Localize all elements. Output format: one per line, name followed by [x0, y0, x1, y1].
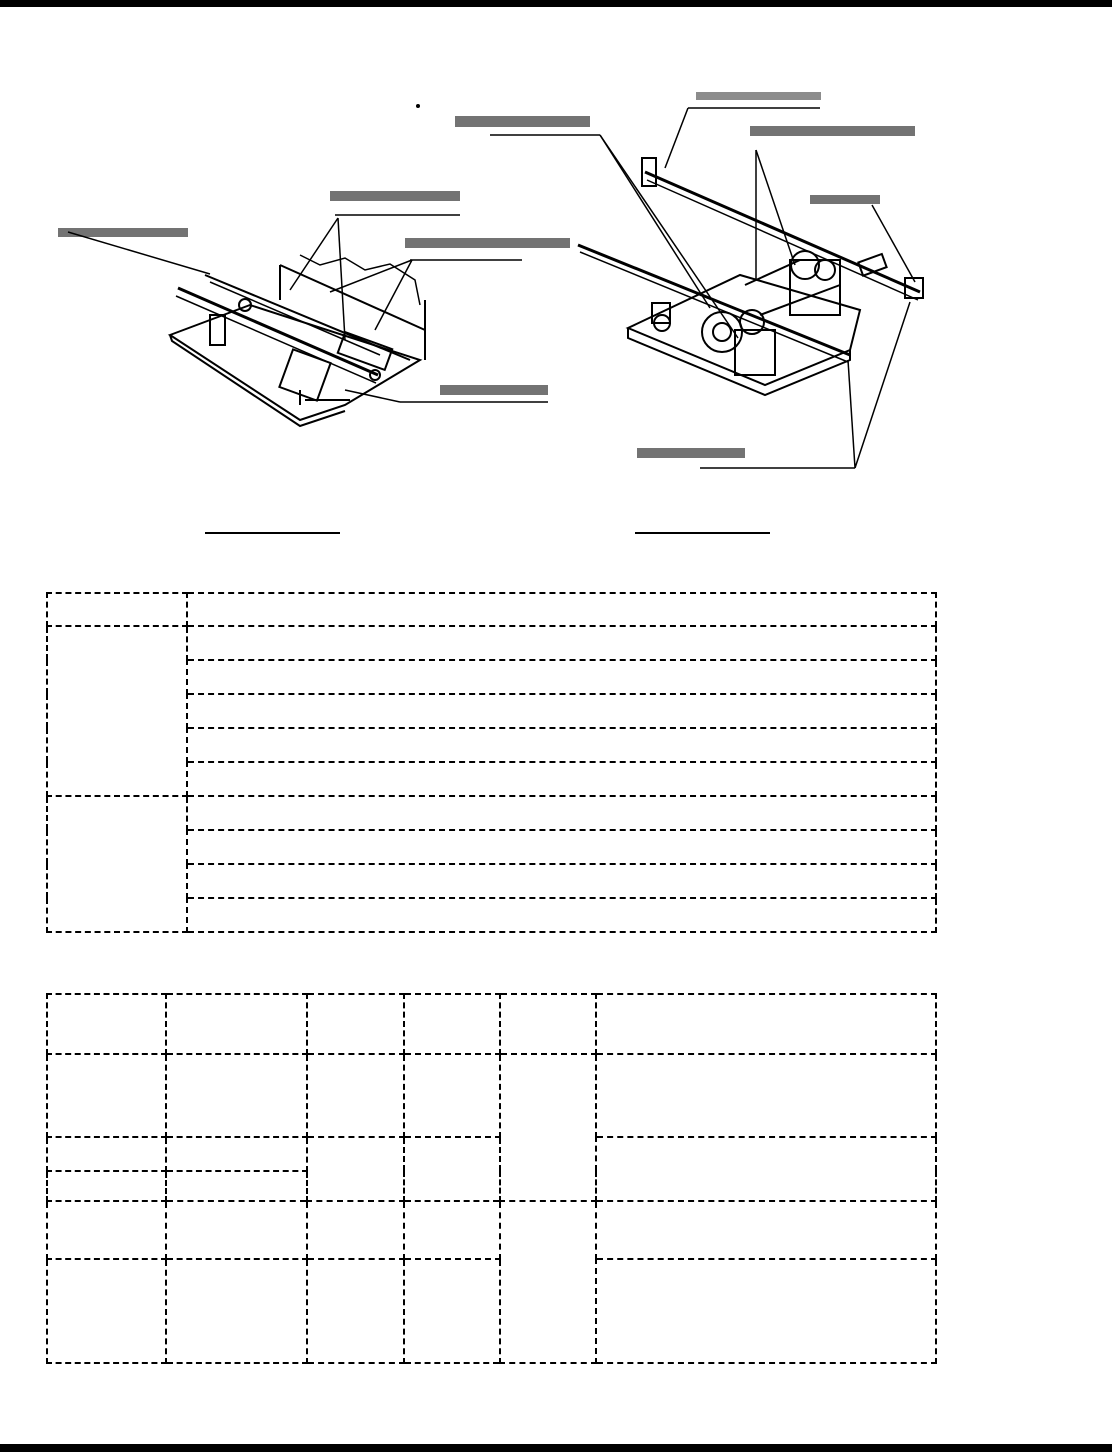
table-row	[47, 994, 936, 1054]
table-row	[47, 1201, 936, 1259]
table-cell	[187, 694, 936, 728]
mechanism-drawing	[0, 60, 1112, 550]
table-cell	[47, 1259, 166, 1363]
table-cell	[596, 1259, 936, 1363]
table-cell	[500, 1054, 596, 1201]
table-row	[47, 626, 936, 660]
table-row	[47, 593, 936, 626]
table-cell	[307, 1054, 404, 1137]
table-cell	[307, 994, 404, 1054]
table-cell	[166, 1201, 307, 1259]
table-cell	[166, 1054, 307, 1137]
table-cell	[187, 593, 936, 626]
bottom-rule	[0, 1444, 1112, 1452]
mechanism-figures	[0, 60, 1112, 550]
table-row	[47, 1054, 936, 1137]
table-cell	[596, 1054, 936, 1137]
table-cell	[596, 994, 936, 1054]
table-cell	[47, 994, 166, 1054]
table-cell	[187, 830, 936, 864]
table-cell	[187, 762, 936, 796]
table-cell	[596, 1137, 936, 1201]
table-cell	[47, 1054, 166, 1137]
left-figure-caption-line	[205, 532, 340, 534]
table-cell	[47, 1137, 166, 1171]
table-cell	[47, 796, 187, 932]
table-cell	[404, 994, 500, 1054]
table-cell	[47, 1171, 166, 1201]
table-cell	[500, 1201, 596, 1363]
table-cell	[596, 1201, 936, 1259]
table-cell	[47, 593, 187, 626]
table-cell	[404, 1137, 500, 1201]
table-cell	[500, 994, 596, 1054]
table-cell	[187, 796, 936, 830]
table-cell	[166, 1259, 307, 1363]
table-cell	[404, 1259, 500, 1363]
table-row	[47, 1259, 936, 1363]
table-cell	[47, 626, 187, 796]
table-cell	[307, 1201, 404, 1259]
specification-table-2	[46, 993, 937, 1364]
table-row	[47, 796, 936, 830]
table-cell	[187, 626, 936, 660]
right-figure-caption-line	[635, 532, 770, 534]
table-cell	[187, 864, 936, 898]
top-rule	[0, 0, 1112, 7]
left-base-plate	[170, 305, 420, 420]
table-row	[47, 1137, 936, 1171]
table-cell	[166, 994, 307, 1054]
specification-table-1	[46, 592, 937, 933]
table-cell	[307, 1137, 404, 1201]
table-cell	[187, 898, 936, 932]
table-cell	[187, 728, 936, 762]
table-cell	[166, 1137, 307, 1171]
table-cell	[404, 1054, 500, 1137]
table-cell	[404, 1201, 500, 1259]
table-cell	[47, 1201, 166, 1259]
table-cell	[166, 1171, 307, 1201]
table-cell	[307, 1259, 404, 1363]
table-cell	[187, 660, 936, 694]
